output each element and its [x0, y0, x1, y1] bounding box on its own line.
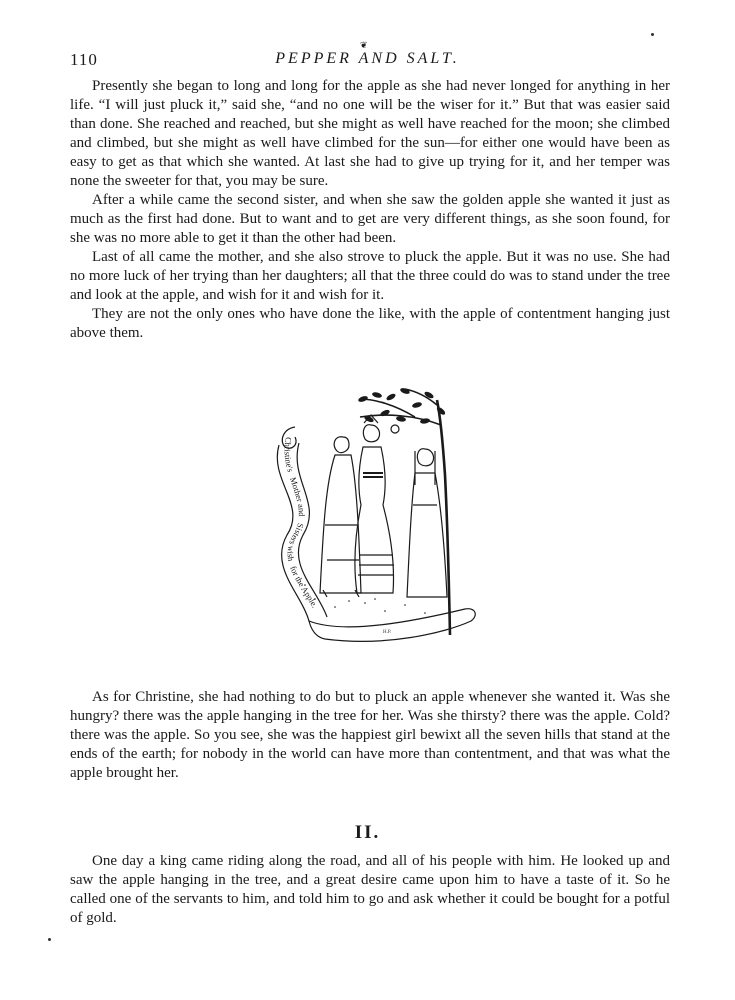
- banner-line: Christine's: [282, 436, 296, 474]
- golden-apple: [391, 425, 399, 433]
- artist-monogram: H.P.: [383, 630, 392, 635]
- banner-caption: [283, 436, 320, 609]
- sister-figure-center: [355, 415, 394, 593]
- story-text-bottom: [70, 852, 670, 928]
- banner-line: for the Apple.: [288, 564, 321, 610]
- banner-line: Sisters wish: [285, 522, 306, 562]
- paragraph: After a while came the second sister, and when she saw the golden apple she wanted it just as much as the first had done. But to want and to get are very different things, as she soon found, for she was no more able to get it than the other had been.: [70, 192, 670, 246]
- print-speck: [651, 33, 654, 36]
- paragraph: Presently she began to long and long for the apple as she had never longed for anything in her life. “I will just pluck it,” said she, “and no one will be the wiser for it.” But that was easier said than done. She reached and reached, but she might as well have reached for the moon; she climbed and climbed, but she might as well have climbed for the sun—for either one would have been as easy to get as that which she wanted. At last she had to give up trying for it, and her temper was none the sweeter for that, you may be sure.: [70, 78, 670, 189]
- running-title: PEPPER AND SALT.: [275, 50, 460, 67]
- header-ornament: ❦: [360, 40, 368, 50]
- story-illustration: [265, 385, 480, 647]
- paragraph: Last of all came the mother, and she also strove to pluck the apple. But it was no use. She had no more luck of her trying than her daughters; all that the three could do was to stand under the tree and look at the apple, and wish for it and wish for it.: [70, 249, 670, 303]
- story-text-middle: [70, 688, 670, 783]
- section-heading: II.: [354, 822, 381, 843]
- paragraph: As for Christine, she had nothing to do but to pluck an apple whenever she wanted it. Was she hungry? there was the apple hanging in the tree for her. Was she thirsty? there was the apple. Cold? there was the apple. So you see, she was the happiest girl bewixt all the seven hills that stand at the ends of the earth; for nobody in the world can have more than contentment, and that was what the apple brought her.: [70, 689, 670, 781]
- banner-ribbon: [277, 427, 475, 641]
- story-text-top: [70, 77, 670, 343]
- page-header: [0, 40, 735, 72]
- leaves: [357, 387, 446, 424]
- paragraph: They are not the only ones who have done the like, with the apple of contentment hanging just above them.: [70, 306, 670, 341]
- paragraph: One day a king came riding along the road, and all of his people with him. He looked up and saw the apple hanging in the tree, and a great desire came upon him to have a taste of it. So he called one of the servants to him, and told him to go and ask whether it could be bought for a potful of gold.: [70, 853, 670, 926]
- print-speck: [48, 938, 51, 941]
- page-number: 110: [70, 50, 98, 69]
- sister-figure-right: [407, 449, 447, 597]
- banner-line: Mother and: [287, 475, 307, 517]
